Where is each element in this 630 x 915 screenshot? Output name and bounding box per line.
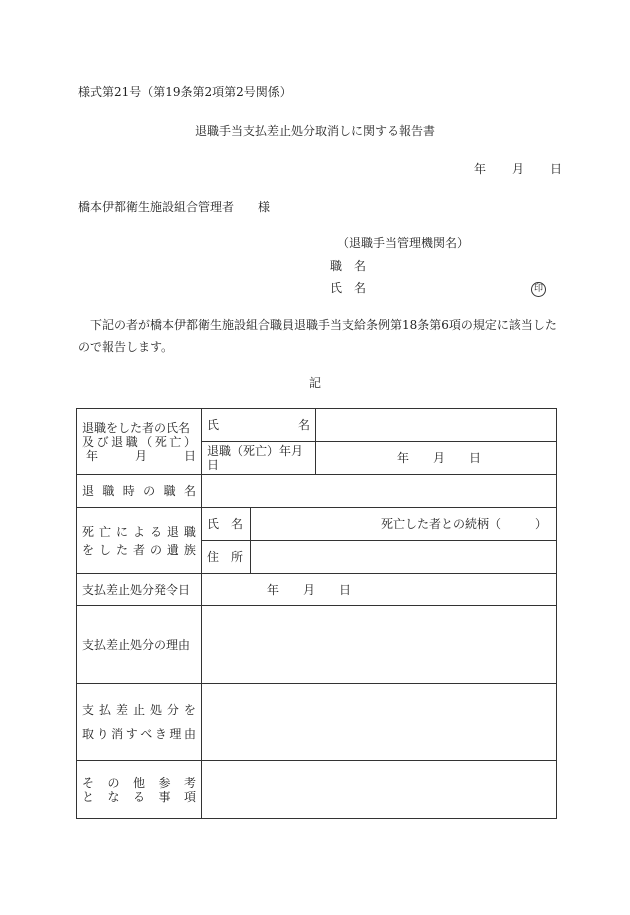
reporter-org-label: （退職手当管理機関名） xyxy=(337,236,470,250)
retiree-label-cell: 退職をした者の氏名 及 び 退 職 （ 死 亡 ） 年 月 日 xyxy=(77,409,202,475)
other-field[interactable] xyxy=(202,761,557,819)
addressee xyxy=(78,200,270,214)
cancel-reason-field[interactable] xyxy=(202,684,557,761)
retire-date-label-cell: 退職（死亡）年月日 xyxy=(202,442,316,475)
seal-mark: 印 xyxy=(531,280,546,297)
note-heading: 記 xyxy=(308,376,321,390)
addressee-name: 橋本伊都衛生施設組合管理者 xyxy=(78,200,235,214)
form-number: 様式第21号（第19条第2項第2号関係） xyxy=(78,85,292,99)
body-text-line-2: ので報告します。 xyxy=(78,340,174,354)
table-row xyxy=(77,684,557,761)
body-text-line-1: 下記の者が橋本伊都衛生施設組合職員退職手当支給条例第18条第6項の規定に該当した xyxy=(90,318,557,332)
survivor-address-label-cell: 住 所 xyxy=(202,541,251,574)
other-label-cell: そ の 他 参 考 と な る 事 項 xyxy=(77,761,202,819)
reason-label-cell: 支払差止処分の理由 xyxy=(77,606,202,684)
survivor-name-field[interactable]: 死亡した者との続柄（ ） xyxy=(251,508,557,541)
retire-date-field[interactable]: 年 月 日 xyxy=(316,442,557,475)
reporter-name-label: 氏 名 xyxy=(330,281,367,295)
cancel-reason-label-cell: 支 払 差 止 処 分 を 取 り 消 す べ き 理 由 xyxy=(77,684,202,761)
table-row xyxy=(77,409,557,442)
table-row xyxy=(77,761,557,819)
reason-field[interactable] xyxy=(202,606,557,684)
table-row xyxy=(77,574,557,606)
position-label-cell: 退 職 時 の 職 名 xyxy=(77,475,202,508)
order-date-field[interactable]: 年 月 日 xyxy=(202,574,557,606)
table-row xyxy=(77,475,557,508)
order-date-label-cell: 支払差止処分発令日 xyxy=(77,574,202,606)
table-row xyxy=(77,606,557,684)
relation-label: 死亡した者との続柄（ xyxy=(381,517,502,531)
reporter-position-label: 職 名 xyxy=(330,259,367,273)
report-date: 年 月 日 xyxy=(474,162,563,176)
document-title: 退職手当支払差止処分取消しに関する報告書 xyxy=(194,124,435,138)
survivor-name-label-cell: 氏 名 xyxy=(202,508,251,541)
survivor-address-field[interactable] xyxy=(251,541,557,574)
addressee-honorific: 様 xyxy=(258,200,271,214)
report-table xyxy=(76,408,557,819)
retiree-name-field[interactable] xyxy=(316,409,557,442)
retiree-name-label-cell: 氏 名 xyxy=(202,409,316,442)
table-row xyxy=(77,508,557,541)
position-field[interactable] xyxy=(202,475,557,508)
survivor-label-cell: 死 亡 に よ る 退 職 を し た 者 の 遺 族 xyxy=(77,508,202,574)
